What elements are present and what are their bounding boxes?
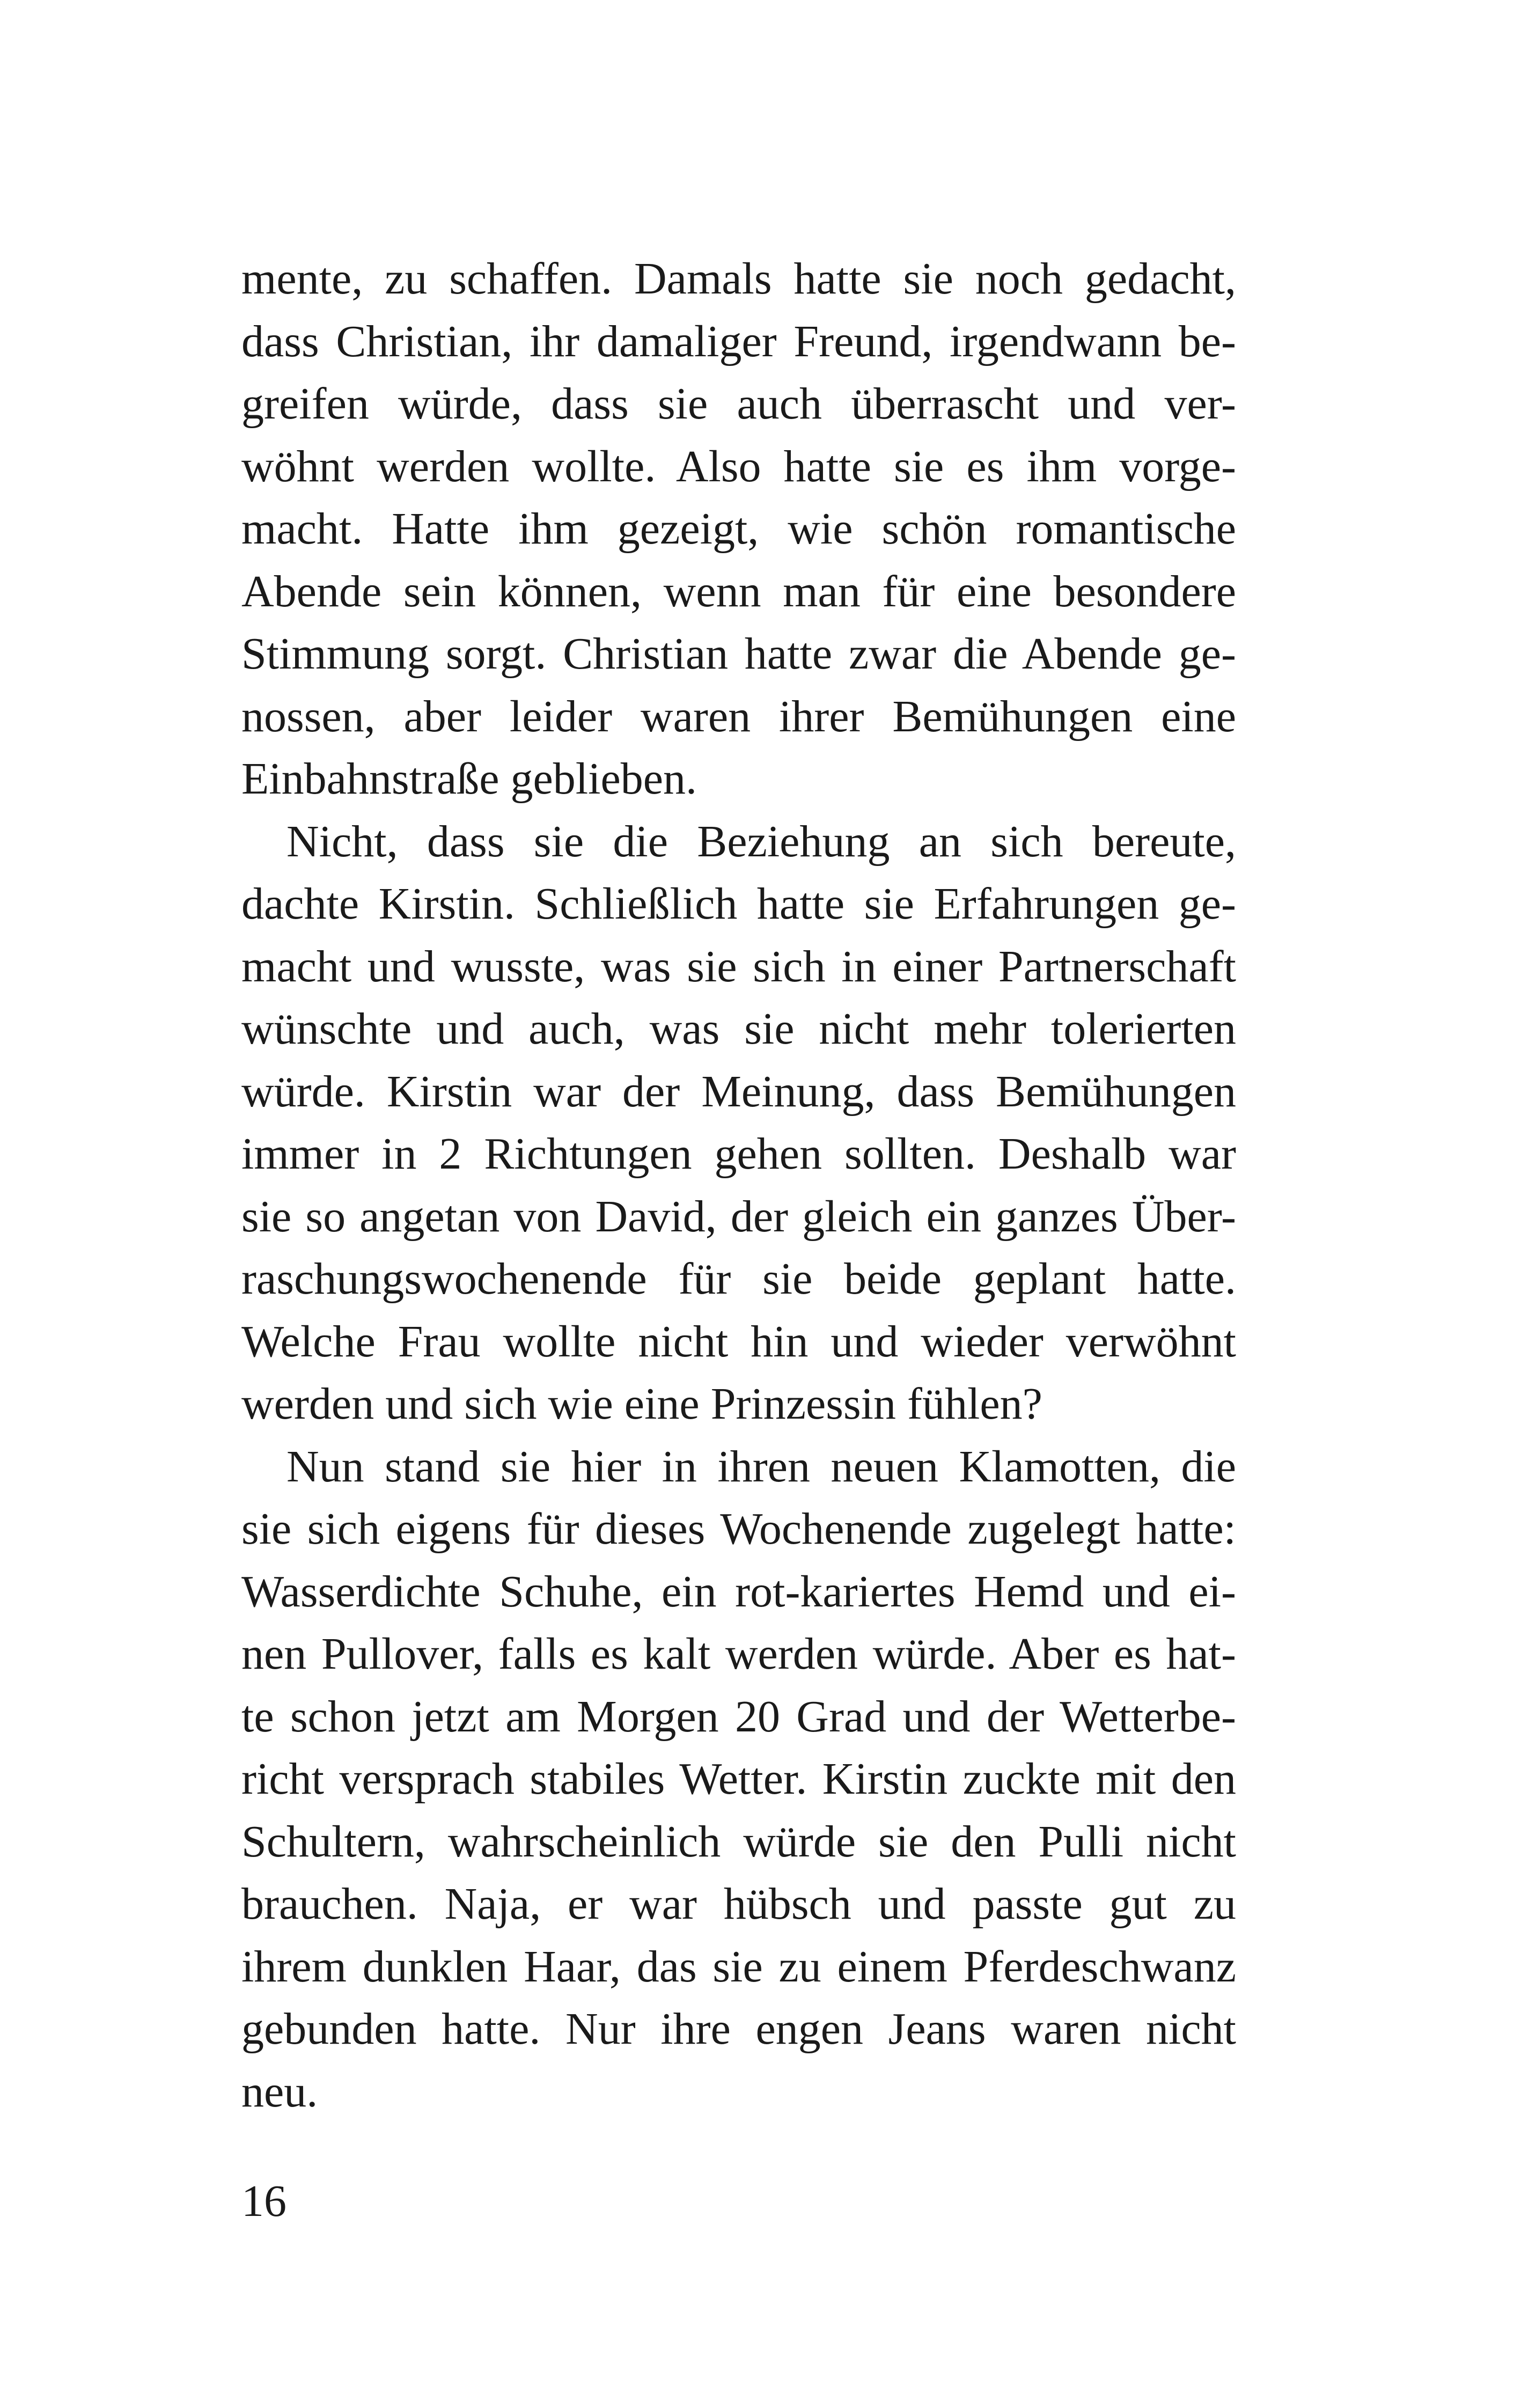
text-line: Welche Frau wollte nicht hin und wieder verwöhnt — [241, 1316, 1236, 1367]
text-line: wünschte und auch, was sie nicht mehr tolerierten — [241, 1004, 1236, 1054]
text-line: macht und wusste, was sie sich in einer Partnerschaft — [241, 941, 1236, 992]
text-line: würde. Kirstin war der Meinung, dass Bemühungen — [241, 1066, 1236, 1117]
text-line: greifen würde, dass sie auch überrascht und ver- — [241, 379, 1236, 429]
text-line: raschungswochenende für sie beide geplant hatte. — [241, 1254, 1236, 1304]
text-line: macht. Hatte ihm gezeigt, wie schön romantische — [241, 504, 1236, 554]
text-line: immer in 2 Richtungen gehen sollten. Deshalb war — [241, 1129, 1236, 1179]
text-line: sie so angetan von David, der gleich ein ganzes Über- — [241, 1191, 1236, 1242]
text-line: werden und sich wie eine Prinzessin fühlen? — [241, 1379, 1042, 1429]
text-line: nen Pullover, falls es kalt werden würde. Aber es hat- — [241, 1629, 1236, 1679]
text-line: wöhnt werden wollte. Also hatte sie es ihm vorge- — [241, 441, 1236, 491]
text-line: Schultern, wahrscheinlich würde sie den Pulli nicht — [241, 1816, 1236, 1867]
text-line: Abende sein können, wenn man für eine besondere — [241, 566, 1236, 616]
text-line: Nicht, dass sie die Beziehung an sich bereute, — [286, 816, 1236, 867]
text-line: nossen, aber leider waren ihrer Bemühungen eine — [241, 691, 1236, 742]
text-line: te schon jetzt am Morgen 20 Grad und der Wetterbe- — [241, 1691, 1236, 1742]
text-line: neu. — [241, 2066, 318, 2117]
text-line: sie sich eigens für dieses Wochenende zugelegt hatte: — [241, 1504, 1236, 1554]
text-line: dachte Kirstin. Schließlich hatte sie Erfahrungen ge- — [241, 879, 1236, 929]
page-number: 16 — [241, 2176, 286, 2226]
text-line: richt versprach stabiles Wetter. Kirstin zuckte mit den — [241, 1754, 1236, 1804]
text-line: Nun stand sie hier in ihren neuen Klamotten, die — [286, 1441, 1236, 1492]
text-line: ihrem dunklen Haar, das sie zu einem Pferdeschwanz — [241, 1941, 1236, 1992]
text-line: dass Christian, ihr damaliger Freund, irgendwann be- — [241, 316, 1236, 366]
text-line: mente, zu schaffen. Damals hatte sie noch gedacht, — [241, 254, 1236, 304]
text-line: brauchen. Naja, er war hübsch und passte gut zu — [241, 1879, 1236, 1929]
text-line: Stimmung sorgt. Christian hatte zwar die Abende ge- — [241, 629, 1236, 679]
text-line: gebunden hatte. Nur ihre engen Jeans waren nicht — [241, 2004, 1236, 2054]
text-line: Einbahnstraße geblieben. — [241, 754, 697, 804]
body-text — [241, 248, 1236, 2123]
text-line: Wasserdichte Schuhe, ein rot-kariertes Hemd und ei- — [241, 1566, 1236, 1617]
